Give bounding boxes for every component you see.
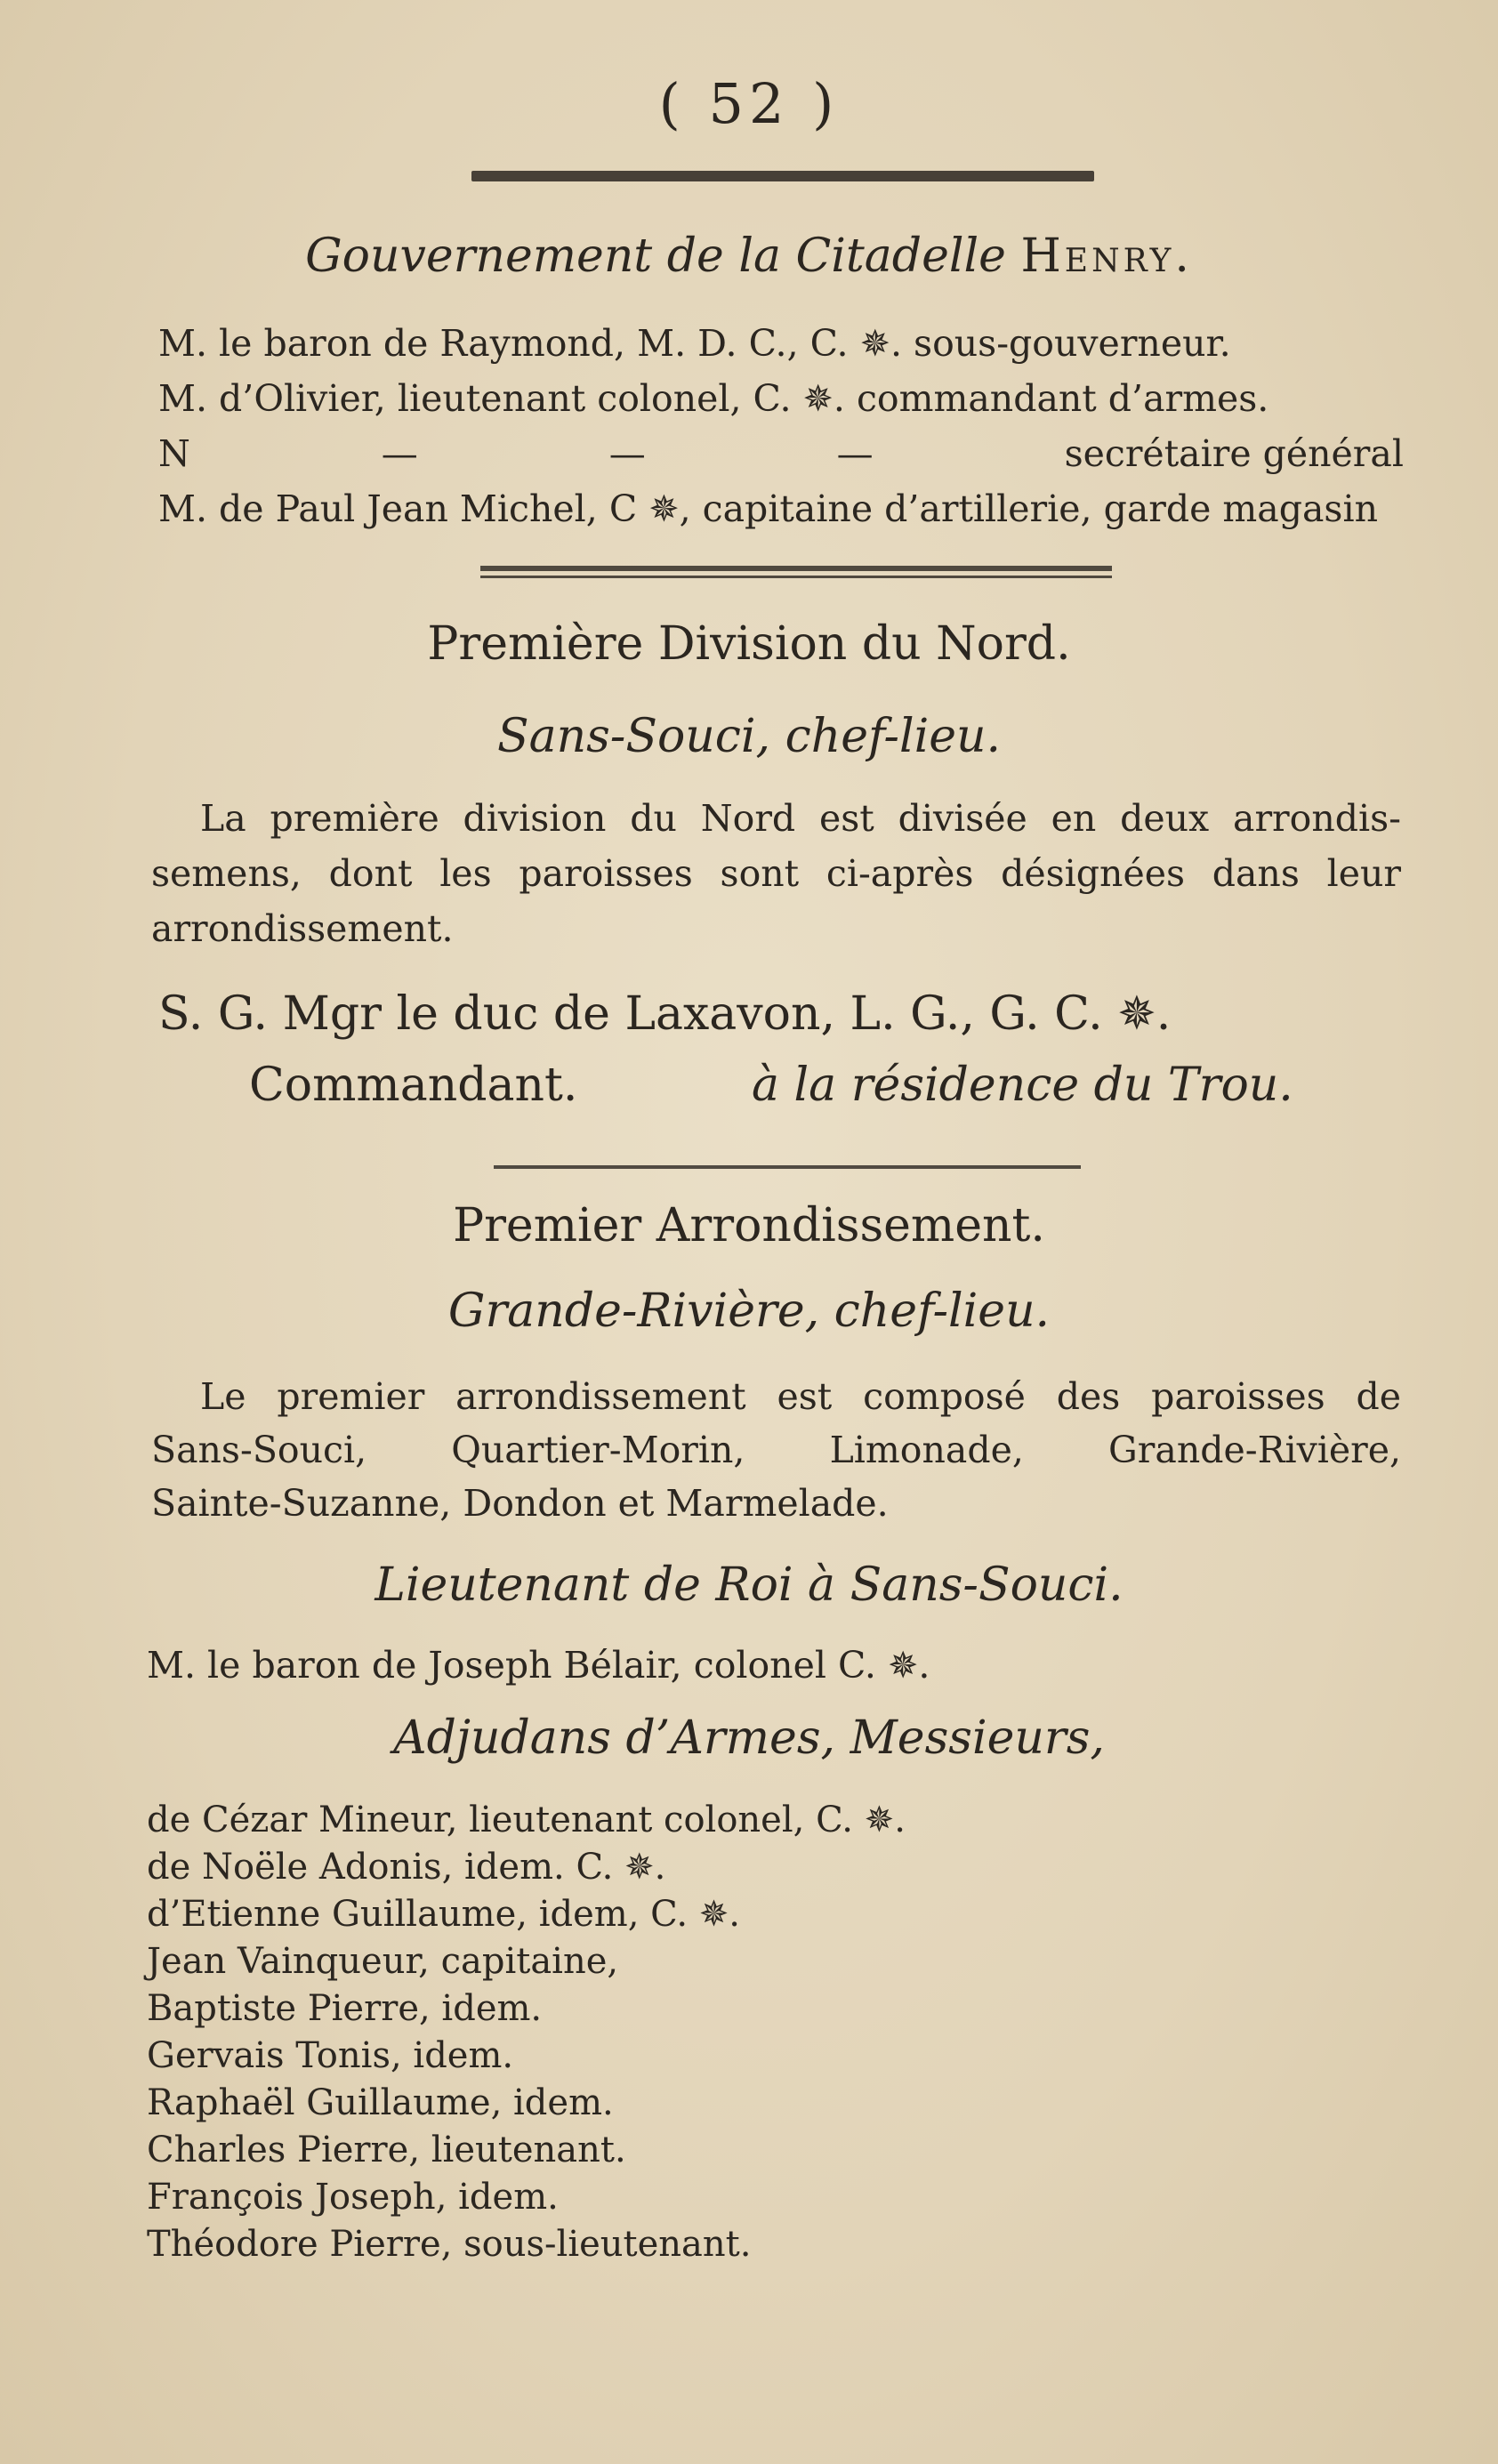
arrondissement-title: Premier Arrondissement. bbox=[453, 1199, 1045, 1252]
adjudant-entry: Théodore Pierre, sous-lieutenant. bbox=[147, 2224, 752, 2265]
division-subtitle: Sans-Souci, chef-lieu. bbox=[496, 710, 1001, 763]
adjudant-entry: de Noële Adonis, idem. C. ✵. bbox=[147, 1847, 666, 1888]
vacant-role: secrétaire général bbox=[1064, 432, 1404, 475]
arrondissement-intro-line: Sans-Souci, Quartier-Morin, Limonade, Grande-Rivière, bbox=[151, 1429, 1401, 1471]
commander-residence: à la résidence du Trou. bbox=[752, 1059, 1293, 1112]
section-rule bbox=[480, 566, 1112, 578]
vacant-name: N bbox=[158, 432, 190, 475]
division-intro-line: arrondissement. bbox=[151, 907, 454, 950]
adjudant-entry: d’Etienne Guillaume, idem, C. ✵. bbox=[147, 1894, 740, 1935]
officer-line: M. de Paul Jean Michel, C ✵, capitaine d’artillerie, garde magasin bbox=[158, 487, 1378, 530]
adjudant-entry: Gervais Tonis, idem. bbox=[147, 2035, 514, 2076]
division-intro-line: semens, dont les paroisses sont ci-après désignées dans leur bbox=[151, 852, 1401, 895]
officer-line: M. le baron de Raymond, M. D. C., C. ✵. sous-gouverneur. bbox=[158, 322, 1231, 365]
adjudants-list bbox=[147, 1797, 906, 2268]
officer-line: M. d’Olivier, lieutenant colonel, C. ✵. commandant d’armes. bbox=[158, 377, 1269, 420]
adjudant-entry: Charles Pierre, lieutenant. bbox=[147, 2130, 626, 2170]
header-rule bbox=[471, 171, 1094, 181]
adjudant-entry: François Joseph, idem. bbox=[147, 2177, 559, 2218]
citadelle-title: Gouvernement de la Citadelle bbox=[305, 229, 1006, 283]
lieutenant-line: M. le baron de Joseph Bélair, colonel C. ✵. bbox=[147, 1644, 930, 1687]
commander-line: S. G. Mgr le duc de Laxavon, L. G., G. C. ✵. bbox=[158, 987, 1172, 1041]
adjudant-entry: Jean Vainqueur, capitaine, bbox=[147, 1941, 619, 1982]
adjudants-heading: Adjudans d’Armes, Messieurs, bbox=[393, 1711, 1105, 1765]
citadelle-heading bbox=[0, 229, 1498, 283]
dash: — bbox=[381, 432, 418, 475]
section-rule bbox=[494, 1165, 1081, 1169]
dash: — bbox=[836, 432, 874, 475]
adjudant-entry: de Cézar Mineur, lieutenant colonel, C. ✵. bbox=[147, 1800, 906, 1840]
page-number: ( 52 ) bbox=[658, 71, 840, 136]
adjudant-entry: Baptiste Pierre, idem. bbox=[147, 1988, 543, 2029]
lieutenant-heading: Lieutenant de Roi à Sans-Souci. bbox=[374, 1558, 1124, 1612]
division-title: Première Division du Nord. bbox=[427, 617, 1071, 671]
adjudant-entry: Raphaël Guillaume, idem. bbox=[147, 2082, 614, 2123]
arrondissement-intro-line: Le premier arrondissement est composé des paroisses de bbox=[200, 1375, 1401, 1418]
vacant-officer-row bbox=[158, 432, 1404, 475]
arrondissement-subtitle: Grande-Rivière, chef-lieu. bbox=[447, 1284, 1051, 1338]
commander-role: Commandant. bbox=[249, 1059, 578, 1112]
citadelle-name: Henry. bbox=[1020, 229, 1193, 283]
arrondissement-intro-line: Sainte-Suzanne, Dondon et Marmelade. bbox=[151, 1482, 889, 1525]
division-intro-line: La première division du Nord est divisée en deux arrondis- bbox=[200, 797, 1401, 840]
dash: — bbox=[608, 432, 646, 475]
